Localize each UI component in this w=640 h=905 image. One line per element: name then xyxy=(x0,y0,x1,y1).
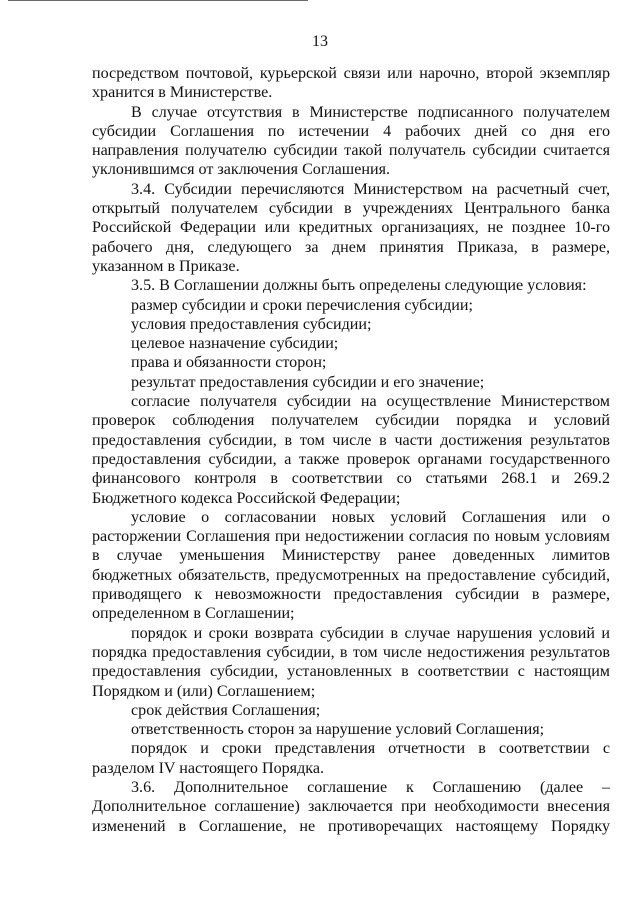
page-number: 13 xyxy=(312,33,328,50)
list-item: ответственность сторон за нарушение условий Соглашения; xyxy=(131,721,545,739)
paragraph-3-5: 3.5. В Соглашении должны быть определены следующие условия: xyxy=(131,277,587,295)
list-item: срок действия Соглашения; xyxy=(131,701,321,719)
list-item: права и обязанности сторон; xyxy=(131,354,327,372)
list-item: целевое назначение субсидии; xyxy=(131,335,339,353)
paragraph-refusal-clause: В случае отсутствия в Министерстве подписанного получателем субсидии Соглашения по истечении 4 рабочих дней со дня его направления получателю субсидии такой получатель субсидии считается уклонившимся от заключения Соглашения. xyxy=(92,103,610,179)
list-item: условия предоставления субсидии; xyxy=(131,315,372,333)
top-rule xyxy=(8,0,308,1)
document-body xyxy=(92,64,610,836)
paragraph-3-4: 3.4. Субсидии перечисляются Министерством на расчетный счет, открытый получателем субсидии в учреждениях Центрального банка Российской Федерации или кредитных организациях, не позднее 10-го рабочего дня, следующего за днем принятия Приказа, в размере, указанном в Приказе. xyxy=(92,180,610,275)
list-item-long: порядок и сроки возврата субсидии в случае нарушения условий и порядка предоставления субсидии, в том числе недостижения результатов предоставления субсидии, установленных в соответствии с настоящим Порядком и (или) Соглашением; xyxy=(92,624,610,700)
list-item: размер субсидии и сроки перечисления субсидии; xyxy=(131,296,474,314)
list-item: результат предоставления субсидии и его значение; xyxy=(131,373,485,391)
paragraph-continuation: посредством почтовой, курьерской связи или нарочно, второй экземпляр хранится в Министерстве. xyxy=(92,65,610,102)
list-item-long: согласие получателя субсидии на осуществление Министерством проверок соблюдения получателем субсидии порядка и условий предоставления субсидии, в том числе в части достижения результатов предоставления субсидии, а также проверок органами государственного финансового контроля в соответствии со статьями 268.1 и 269.2 Бюджетного кодекса Российской Федерации; xyxy=(92,393,610,507)
list-item-long: порядок и сроки представления отчетности в соответствии с разделом IV настоящего Порядка. xyxy=(92,740,610,777)
list-item-long: условие о согласовании новых условий Соглашения или о расторжении Соглашения при недостижении согласия по новым условиям в случае уменьшения Министерству ранее доведенных лимитов бюджетных обязательств, предусмотренных на предоставление субсидий, приводящего к невозможности предоставления субсидии в размере, определенном в Соглашении; xyxy=(92,508,610,623)
paragraph-3-6: 3.6. Дополнительное соглашение к Соглашению (далее – Дополнительное соглашение) заключается при необходимости внесения изменений в Соглашение, не противоречащих настоящему Порядку xyxy=(92,778,610,835)
